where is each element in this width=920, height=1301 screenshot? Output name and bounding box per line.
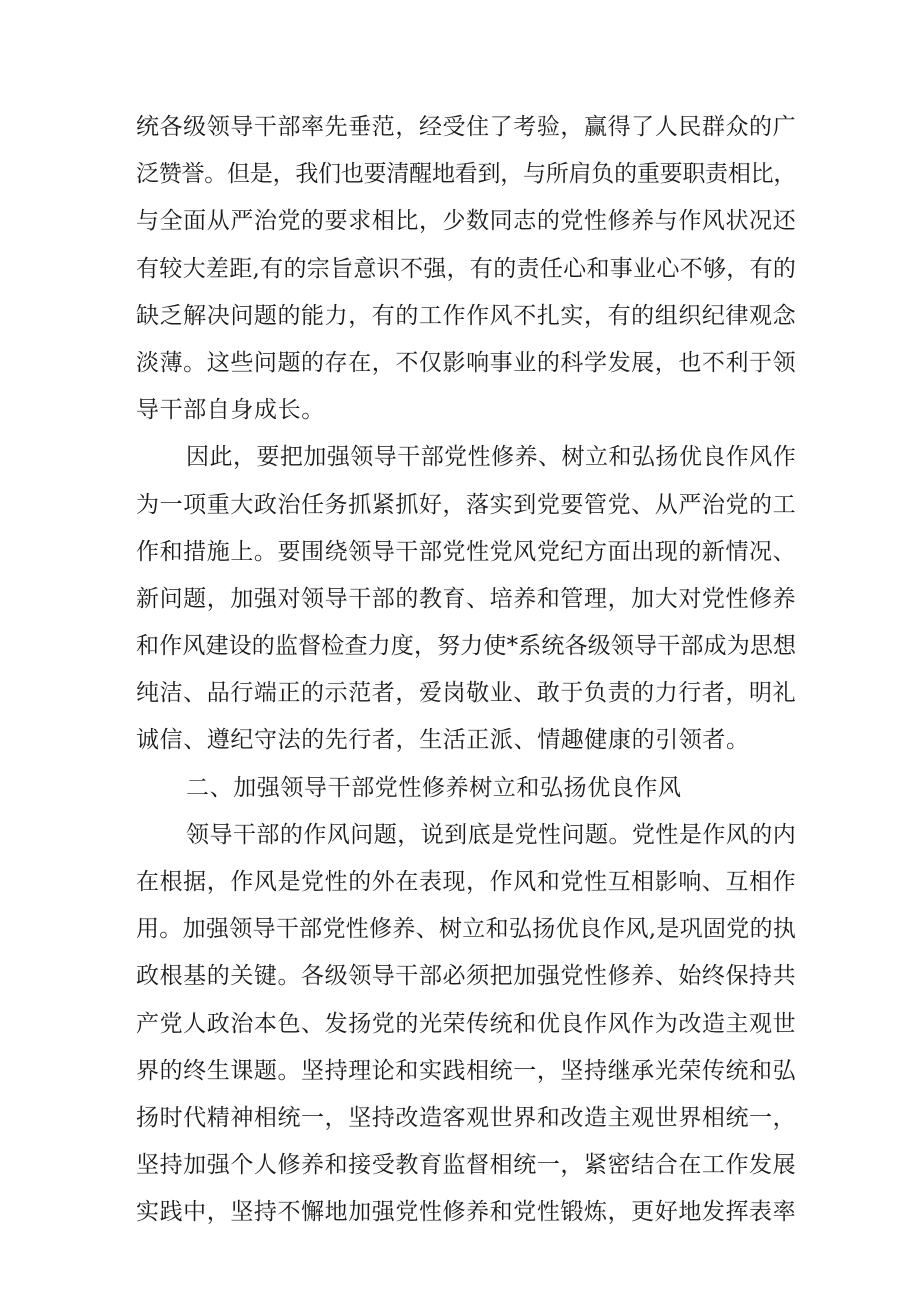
paragraph-first-line: 因此，要把加强领导干部党性修养、树立和弘扬优良作风作: [186, 444, 796, 471]
text-line: 在根据，作风是党性的外在表现，作风和党性互相影响、互相作: [136, 869, 796, 895]
text-line: 与全面从严治党的要求相比，少数同志的党性修养与作风状况还: [136, 208, 796, 235]
text-line: 界的终生课题。坚持理论和实践相统一，坚持继承光荣传统和弘: [136, 1057, 796, 1084]
text-line: 淡薄。这些问题的存在，不仅影响事业的科学发展，也不利于领: [136, 349, 796, 376]
text-line: 缺乏解决问题的能力，有的工作作风不扎实，有的组织纪律观念: [136, 302, 796, 329]
paragraph-first-line: 领导干部的作风问题，说到底是党性问题。党性是作风的内: [186, 821, 796, 848]
text-line: 统各级领导干部率先垂范，经受住了考验，赢得了人民群众的广: [136, 114, 796, 140]
text-line: 产党人政治本色、发扬党的光荣传统和优良作风作为改造主观世: [136, 1010, 796, 1037]
text-line: 坚持加强个人修养和接受教育监督相统一，紧密结合在工作发展: [136, 1152, 796, 1179]
text-line: 政根基的关键。各级领导干部必须把加强党性修养、始终保持共: [136, 963, 796, 990]
text-line: 导干部自身成长。: [136, 397, 325, 424]
text-line: 和作风建设的监督检查力度，努力使*系统各级领导干部成为思想: [136, 633, 796, 660]
text-line: 纯洁、品行端正的示范者，爱岗敬业、敢于负责的力行者，明礼: [136, 680, 796, 707]
document-body: [136, 104, 796, 1237]
text-line: 诚信、遵纪守法的先行者，生活正派、情趣健康的引领者。: [136, 727, 750, 754]
paragraph-first-line: 二、加强领导干部党性修养树立和弘扬优良作风: [186, 774, 682, 801]
text-line: 泛赞誉。但是，我们也要清醒地看到，与所肩负的重要职责相比，: [136, 161, 796, 188]
text-line: 为一项重大政治任务抓紧抓好，落实到党要管党、从严治党的工: [136, 491, 796, 518]
text-line: 有较大差距,有的宗旨意识不强，有的责任心和事业心不够，有的: [136, 255, 796, 282]
text-line: 用。加强领导干部党性修养、树立和弘扬优良作风,是巩固党的执: [136, 916, 796, 943]
text-line: 新问题，加强对领导干部的教育、培养和管理，加大对党性修养: [136, 585, 796, 612]
text-line: 扬时代精神相统一，坚持改造客观世界和改造主观世界相统一，: [136, 1104, 796, 1131]
text-line: 实践中，坚持不懈地加强党性修养和党性锻炼，更好地发挥表率: [136, 1199, 796, 1226]
text-line: 作和措施上。要围绕领导干部党性党风党纪方面出现的新情况、: [136, 538, 796, 565]
